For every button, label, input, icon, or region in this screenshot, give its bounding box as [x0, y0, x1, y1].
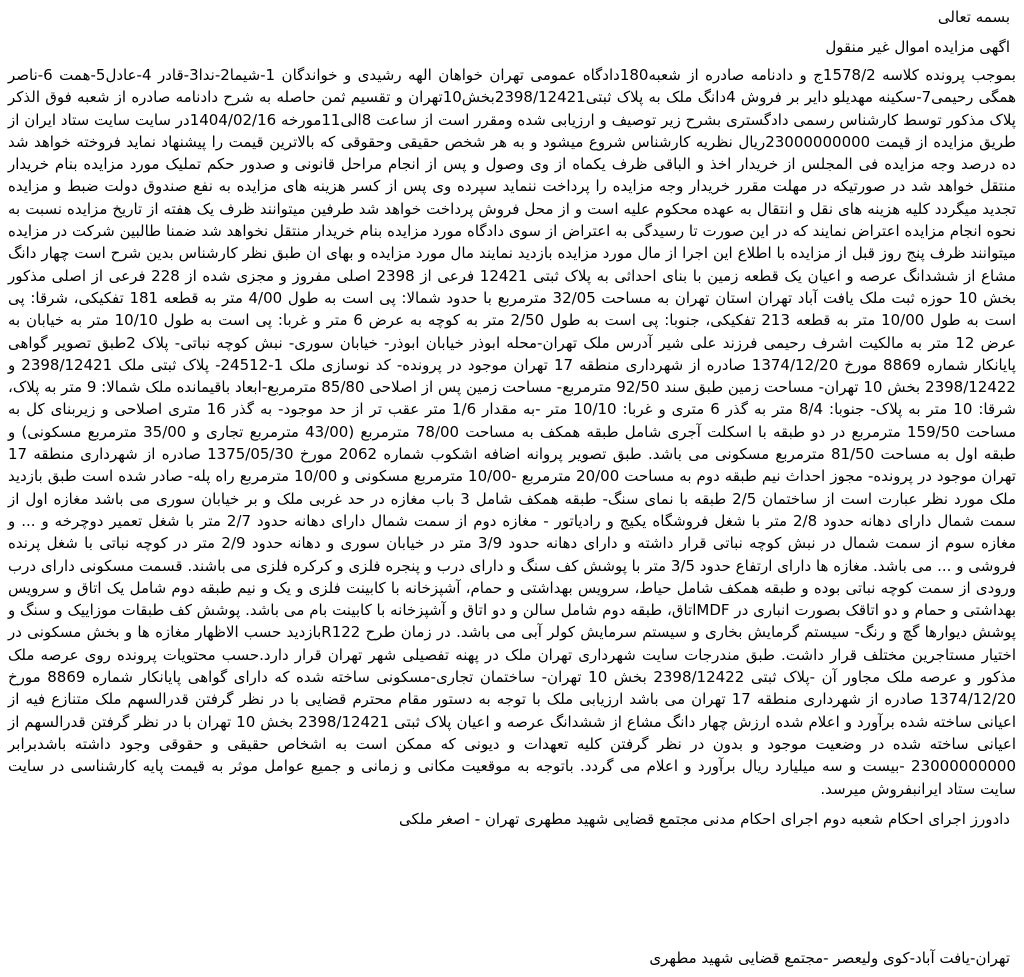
basmala-line: بسمه تعالی	[937, 8, 1010, 26]
signature-line: دادورز اجرای احکام شعبه دوم اجرای احکام مدنی مجتمع قضایی شهید مطهری تهران - اصغر ملکی	[398, 809, 1010, 828]
court-address: تهران-یافت آباد-کوی ولیعصر -مجتمع قضایی شهید مطهری	[649, 949, 1010, 967]
notice-body-paragraph: بموجب پرونده کلاسه 1578/2ج و دادنامه صادره از شعبه180دادگاه عمومی تهران خواهان الهه رشیدی و خواندگان 1-شیما2-ندا3-قادر 4-عادل5-همت 6-ناصر همگی رحیمی7-سکینه مهدیلو دایر بر فروش 4دانگ ملک به پلاک ثبتی2398/12421بخش10تهران و تقسیم ثمن حاصله به شرح دادنامه صادره از شعبه فوق الذکر پلاک مذکور توسط کارشناس رسمی دادگستری بشرح زیر توصیف و ارزیابی شده ومقرر است از ساعت 8الی11مورخه 1404/02/16در سایت سایت ستاد ایران از طریق مزایده از قیمت 23000000000ریال نظریه کارشناس شروع میشود و به هر شخص حقیقی وحقوقی که بالاترین قیمت را پیشنهاد نماید فروخته خواهد شد ده درصد وجه مزایده فی المجلس از خریدار اخذ و الباقی ظرف یکماه از وی وصول و پس از انجام مراحل قانونی و صدور حکم تملیک مورد مزایده بنام خریدار منتقل خواهد شد در صورتیکه در مهلت مقرر خریدار وجه مزایده را پرداخت ننماید سپرده وی پس از کسر هزینه های مزایده به نفع صندوق دولت ضبط و مزایده تجدید میگردد کلیه هزینه های نقل و انتقال به عهده محکوم علیه است و از محل فروش پرداخت خواهد شد طرفین میتوانند ظرف یک هفته از تاریخ مزایده نسبت به نحوه انجام مزایده اعتراض نمایند که در این صورت تا رسیدگی به اعتراض از سوی دادگاه مورد مزایده بنام خریدار منتقل نخواهد شد ضمنا طالبین شرکت در مزایده میتوانند ظرف پنج روز قبل از مزایده با اطلاع این اجرا از مال مورد مزایده بازدید نمایند مال مورد مزایده و بهای ان طبق نظر کارشناس بدین شرح است چهار دانگ مشاع از ششدانگ عرصه و اعیان یک قطعه زمین با بنای احداثی به پلاک ثبتی 12421 فرعی از 2398 اصلی مفروز و مجزی شده از 228 فرعی از اصلی مذکور بخش 10 حوزه ثبت ملک یافت آباد تهران استان تهران به مساحت 32/05 مترمربع با حدود شمالا: پی است به طول 4/00 متر به قطعه 181 تفکیکی، شرقا: پی است به طول 10/00 متر به قطعه 213 تفکیکی، جنوبا: پی است به طول 2/50 متر به کوچه به عرض 6 متر و غربا: پی است به طول 10/10 متر به خیابان به عرض 12 متر به مالکیت اشرف رحیمی فرزند علی شیر آدرس ملک تهران-محله ابوذر خیابان ابوذر- خیابان سوری- نبش کوچه نباتی- پلاک 2طبق تصویر گواهی پایانکار شماره 8869 مورخ 1374/12/20 صادره از شهرداری منطقه 17 تهران موجود در پرونده- کد نوسازی ملک 1-24512- پلاک ثبتی ملک 2398/12421 و 2398/12422 بخش 10 تهران- مساحت زمین طبق سند 92/50 مترمربع- مساحت زمین پس از اصلاحی 85/80 مترمربع-ابعاد باقیمانده ملک شمالا: 9 متر به پلاک، شرقا: 10 متر به پلاک- جنوبا: 8/4 متر به گذر 6 متری و غربا: 10/10 متر -به مقدار 1/6 متر عقب تر از حد موجود- به گذر 16 متری اصلاحی و زیربنای کل به مساحت 159/50 مترمربع در دو طبقه با اسکلت آجری شامل طبقه همکف به مساحت 78/00 مترمربع (43/00 مترمربع تجاری و 35/00 مترمربع مسکونی) و طبقه اول به مساحت 81/50 مترمربع مسکونی می باشد. طبق تصویر پروانه اضافه اشکوب شماره 2062 مورخ 1375/05/30 صادره از شهرداری منطقه 17 تهران موجود در پرونده- مجوز احداث نیم طبقه دوم به مساحت 20/00 مترمربع -10/00 مترمربع مسکونی و 10/00 مترمربع راه پله- صادر شده است طبق بازدید ملک مورد نظر عبارت است از ساختمان 2/5 طبقه با نمای سنگ- طبقه همکف شامل 3 باب مغازه در حد غربی ملک و بر خیابان سوری می باشد مغازه اول از سمت شمال دارای دهانه حدود 2/8 متر با شغل فروشگاه یکیج و رادیاتور - مغازه دوم از سمت شمال دارای دهانه حدود 2/7 متر با شغل تعمیر دوچرخه و ... و مغازه سوم از سمت شمال در نبش کوچه نباتی قرار داشته و دارای دهانه حدود 3/9 متر در خیابان سوری و دهانه حدود 2/9 متر در کوچه نباتی با شغل پرنده فروشی و ... می باشد. مغازه ها دارای ارتفاع حدود 3/5 متر با پوشش کف سنگ و دارای درب و پنجره فلزی و کرکره فلزی می باشند. قسمت مسکونی دارای درب ورودی از سمت کوچه نباتی بوده و طبقه همکف شامل حیاط، سرویس بهداشتی و حمام، آشپزخانه با کابینت فلزی و یک و نیم طبقه دوم شامل یک اتاق و سرویس بهداشتی و حمام و دو اتاقک بصورت انباری در MDFاتاق، طبقه دوم شامل سالن و دو اتاق و آشپزخانه با کابینت بام می باشد. پوشش کف طبقات موزاییک و سنگ و پوشش دیوارها گچ و رنگ- سیستم گرمایش بخاری و سیستم سرمایش کولر آبی می باشد. در زمان طرح R122بازدید حسب الاظهار مغازه ها و بخش مسکونی در اختیار مستاجرین مختلف قرار داشت. طبق مندرجات سایت شهرداری تهران ملک در پهنه تفصیلی شهر تهران قرار دارد.حسب محتویات پرونده روی عرصه ملک مذکور و عرصه ملک مجاور آن -پلاک ثبتی 2398/12422 بخش 10 تهران- ساختمان تجاری-مسکونی ساخته شده که دارای گواهی پایانکار شماره 8869 مورخ 1374/12/20 صادره از شهرداری منطقه 17 تهران می باشد ارزیابی ملک با توجه به دستور مقام محترم قضایی با در نظر گرفتن قدرالسهم ملک متنازع فیه از اعیانی ساخته شده برآورد و اعلام شده ارزش چهار دانگ مشاع از ششدانگ عرصه و اعیان پلاک ثبتی 2398/12421 بخش 10 تهران با در نظر گرفتن قدرالسهم از اعیانی ساخته شده در وضعیت موجود و بدون در نظر گرفتن کلیه تعهدات و دیونی که ممکن است به اشخاص حقیقی و حقوقی وجود داشته باشدبرابر 23000000000 -بیست و سه میلیارد ریال برآورد و اعلام می گردد. باتوجه به موقعیت مکانی و زمانی و جمیع عوامل موثر به قیمت پایه کارشناسی در سایت سایت ستاد ایرانبفروش میرسد.	[8, 66, 1017, 798]
auction-notice-document	[8, 6, 1016, 971]
notice-title: اگهی مزایده اموال غیر منقول	[825, 38, 1010, 56]
